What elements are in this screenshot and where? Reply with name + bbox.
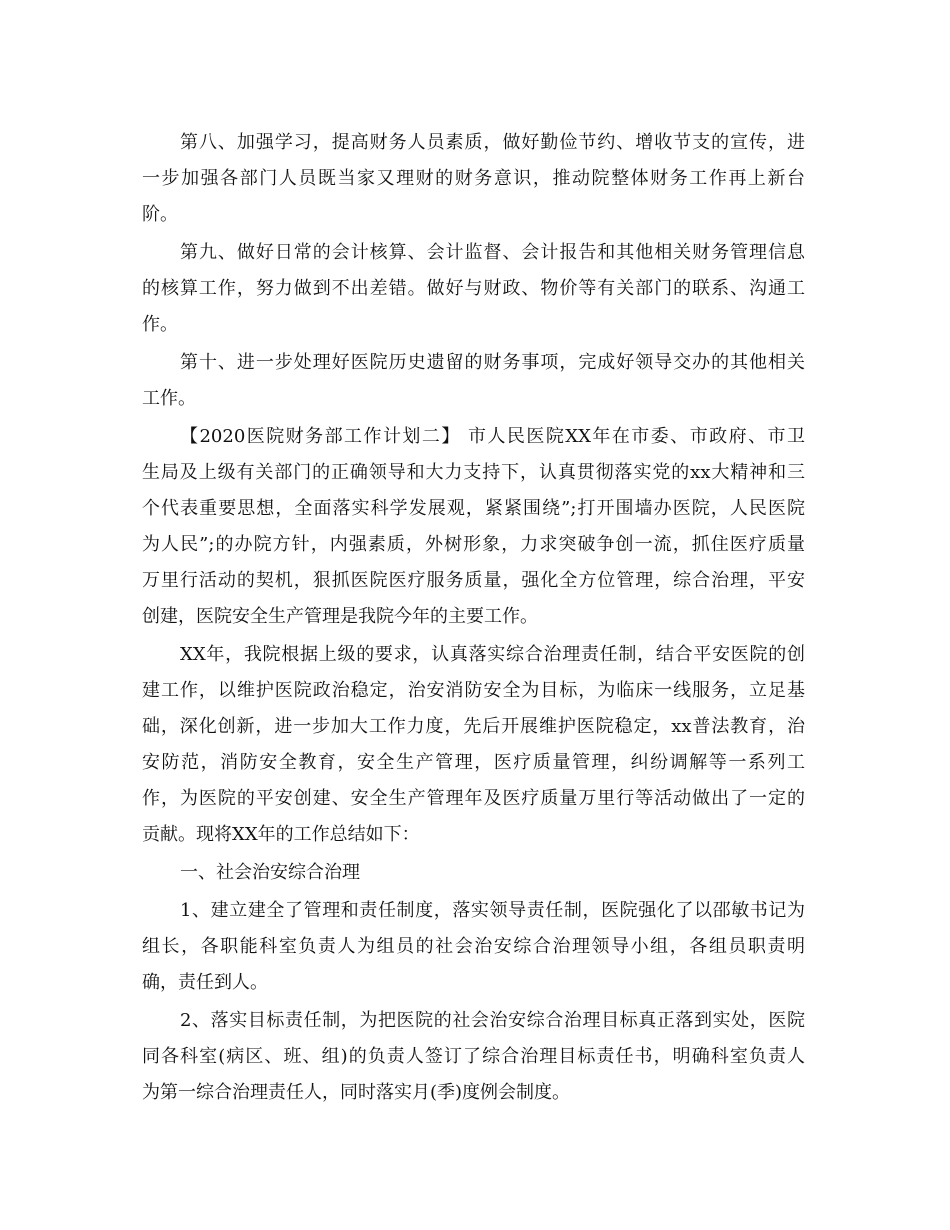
text-line: 创建，医院安全生产管理是我院今年的主要工作。 bbox=[142, 606, 538, 627]
text-line: 生局及上级有关部门的正确领导和大力支持下，认真贯彻落实党的xx大精神和三 bbox=[142, 462, 805, 483]
text-line: 万里行活动的契机，狠抓医院医疗服务质量，强化全方位管理，综合治理，平安 bbox=[142, 570, 805, 591]
text-line: XX年，我院根据上级的要求，认真落实综合治理责任制，结合平安医院的创 bbox=[180, 644, 805, 665]
document-body bbox=[142, 125, 805, 1113]
section-heading-text: 一、社会治安综合治理 bbox=[180, 862, 360, 883]
text-line: 作，为医院的平安创建、安全生产管理年及医疗质量万里行等活动做出了一定的 bbox=[142, 788, 805, 809]
text-line: 1、建立建全了管理和责任制度，落实领导责任制，医院强化了以邵敏书记为 bbox=[180, 900, 805, 921]
text-line: 第九、做好日常的会计核算、会计监督、会计报告和其他相关财务管理信息 bbox=[180, 242, 805, 263]
text-line: 组长，各职能科室负责人为组员的社会治安综合治理领导小组，各组员职责明 bbox=[142, 936, 805, 957]
text-line: 同各科室(病区、班、组)的负责人签订了综合治理目标责任书，明确科室负责人 bbox=[142, 1046, 805, 1067]
paragraph-item-8 bbox=[142, 125, 805, 233]
section-heading bbox=[142, 855, 805, 891]
text-line: 工作。 bbox=[142, 388, 196, 409]
text-line: 安防范，消防安全教育，安全生产管理，医疗质量管理，纠纷调解等一系列工 bbox=[142, 752, 805, 773]
text-line: 础，深化创新，进一步加大工作力度，先后开展维护医院稳定，xx普法教育，治 bbox=[142, 716, 805, 737]
paragraph-point-2 bbox=[142, 1003, 805, 1111]
text-line: 个代表重要思想，全面落实科学发展观，紧紧围绕”;打开围墙办医院，人民医院 bbox=[142, 498, 805, 519]
section-heading-line: 【2020医院财务部工作计划二】 市人民医院XX年在市委、市政府、市卫 bbox=[180, 426, 805, 447]
text-line: 确，责任到人。 bbox=[142, 972, 268, 993]
text-line: 建工作，以维护医院政治稳定，治安消防安全为目标，为临床一线服务，立足基 bbox=[142, 680, 805, 701]
paragraph-item-10 bbox=[142, 345, 805, 417]
paragraph-plan-two-intro bbox=[142, 419, 805, 635]
paragraph-point-1 bbox=[142, 893, 805, 1001]
text-line: 一步加强各部门人员既当家又理财的财务意识，推动院整体财务工作再上新台 bbox=[142, 168, 805, 189]
text-line: 作。 bbox=[142, 314, 178, 335]
text-line: 为第一综合治理责任人，同时落实月(季)度例会制度。 bbox=[142, 1082, 571, 1103]
text-line: 第八、加强学习，提高财务人员素质，做好勤俭节约、增收节支的宣传，进 bbox=[180, 132, 805, 153]
text-line: 第十、进一步处理好医院历史遗留的财务事项，完成好领导交办的其他相关 bbox=[180, 352, 805, 373]
text-line: 贡献。现将XX年的工作总结如下： bbox=[142, 824, 420, 845]
text-line: 阶。 bbox=[142, 204, 178, 225]
paragraph-item-9 bbox=[142, 235, 805, 343]
text-line: 2、落实目标责任制，为把医院的社会治安综合治理目标真正落到实处，医院 bbox=[180, 1010, 805, 1031]
paragraph-summary bbox=[142, 637, 805, 853]
text-line: 为人民”;的办院方针，内强素质，外树形象，力求突破争创一流，抓住医疗质量 bbox=[142, 534, 805, 555]
text-line: 的核算工作，努力做到不出差错。做好与财政、物价等有关部门的联系、沟通工 bbox=[142, 278, 805, 299]
